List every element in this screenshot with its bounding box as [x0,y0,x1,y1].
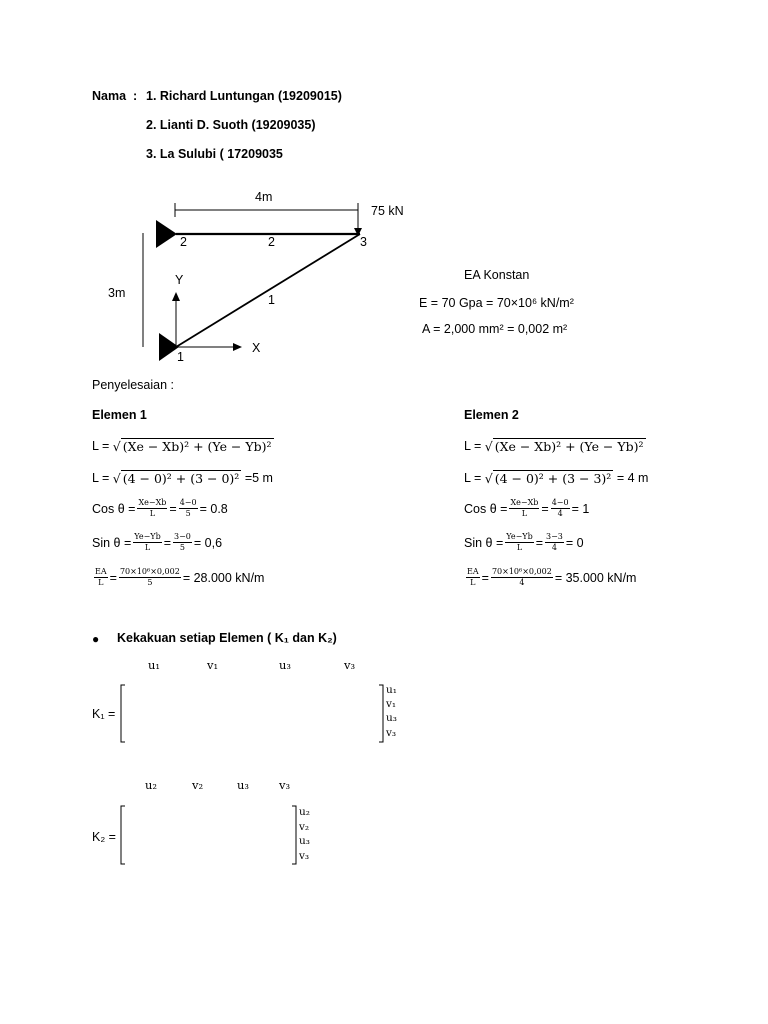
elemen2-ea: $\frac{EA}{L}$ = $\frac{\text{70×10⁶×0,002}}{4}$ = 35.000 kN/m [467,567,637,587]
elemen2-sin: Sin θ = $\frac{Ye-Yb}{L}$ = $\frac{3-3}{4}$ = 0 [464,532,584,552]
elemen1-L-calc: L = √ (4 − 0)² + (3 − 0)² =5 m [92,470,273,486]
k2-label: K₂ = [92,830,116,844]
k1-row-v3: v₃ [386,727,397,739]
member-label-2: 2 [268,235,275,249]
truss-diagram [0,0,768,380]
k1-col-v1: v₁ [207,658,219,672]
member-label-1: 1 [268,293,275,307]
node-label-2: 2 [180,235,187,249]
props-E: E = 70 Gpa = 70×10⁶ kN/m² [419,296,574,310]
k1-label: K₁ = [92,707,116,721]
axis-y-label: Y [175,273,184,287]
nama-label: Nama : [92,89,138,103]
height-label: 3m [108,286,126,300]
elemen1-title: Elemen 1 [92,408,147,422]
member-3: 3. La Sulubi ( 17209035 [146,147,283,161]
k1-row-u3: u₃ [386,712,397,724]
member-2: 2. Lianti D. Suoth (19209035) [146,118,316,132]
solution-label: Penyelesaian : [92,378,175,392]
elemen2-title: Elemen 2 [464,408,519,422]
k2-row-u3: u₃ [299,835,310,847]
load-label: 75 kN [371,204,404,218]
props-A: A = 2,000 mm² = 0,002 m² [422,322,568,336]
k2-col-u2: u₂ [145,778,158,792]
node-label-1: 1 [177,350,184,364]
props-title: EA Konstan [464,268,530,282]
k2-col-v3: v₃ [279,778,291,792]
k1-col-u1: u₁ [148,658,161,672]
k2-row-v3: v₃ [299,850,310,862]
elemen1-ea: $\frac{EA}{L}$ = $\frac{\text{70×10⁶×0,002}}{5}$ = 28.000 kN/m [95,567,265,587]
axis-x-label: X [252,341,261,355]
k2-row-u2: u₂ [299,806,310,818]
support-node-2 [156,220,177,248]
member-1-line [176,234,360,347]
width-label: 4m [255,190,273,204]
elemen2-L-calc: L = √ (4 − 0)² + (3 − 3)² = 4 m [464,470,649,486]
member-1: 1. Richard Luntungan (19209015) [146,89,342,103]
k1-row-u1: u₁ [386,684,397,696]
k1-col-v3: v₃ [344,658,356,672]
elemen2-L-formula: L = √ (Xe − Xb)² + (Ye − Yb)² [464,438,644,454]
k2-row-v2: v₂ [299,821,310,833]
k1-col-u3: u₃ [279,658,292,672]
bullet-text: Kekakuan setiap Elemen ( K₁ dan K₂) [117,631,337,645]
k2-col-u3: u₃ [237,778,250,792]
elemen1-L-formula: L = √ (Xe − Xb)² + (Ye − Yb)² [92,438,272,454]
node-label-3: 3 [360,235,367,249]
bullet-dot: ● [92,632,100,646]
k2-col-v2: v₂ [192,778,204,792]
k1-row-v1: v₁ [386,698,397,710]
elemen1-cos: Cos θ = $\frac{Xe-Xb}{L}$ = $\frac{4-0}{5}$ = 0.8 [92,498,228,518]
elemen1-sin: Sin θ = $\frac{Ye-Yb}{L}$ = $\frac{3-0}{5}$ = 0,6 [92,532,223,552]
elemen2-cos: Cos θ = $\frac{Xe-Xb}{L}$ = $\frac{4-0}{4}$ = 1 [464,498,590,518]
